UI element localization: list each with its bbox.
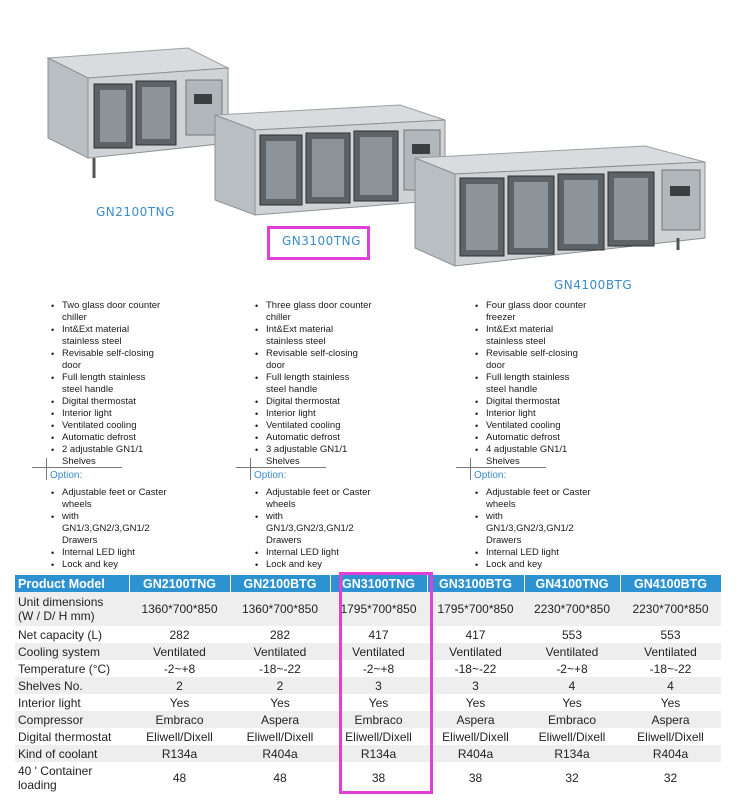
- row-label: Cooling system: [15, 643, 129, 660]
- table-cell: 553: [620, 626, 721, 643]
- option-item: • Adjustable feet or Caster wheels: [266, 487, 372, 511]
- table-cell: 2230*700*850: [524, 592, 620, 626]
- table-cell: -2~+8: [129, 660, 230, 677]
- table-cell: Eliwell/Dixell: [129, 728, 230, 745]
- feature-item: • 2 adjustable GN1/1 Shelves: [62, 444, 168, 468]
- option-item: • Adjustable feet or Caster wheels: [62, 487, 168, 511]
- table-cell: Yes: [524, 694, 620, 711]
- table-cell: 38: [330, 762, 427, 793]
- option-heading: Option:: [254, 470, 287, 481]
- table-cell: 38: [427, 762, 524, 793]
- table-cell: 417: [330, 626, 427, 643]
- header-cell: GN3100BTG: [427, 575, 524, 592]
- row-label: Temperature (°C): [15, 660, 129, 677]
- table-cell: 1360*700*850: [129, 592, 230, 626]
- option-list-gn2100tng: [48, 487, 168, 571]
- feature-item: • Full length stainless steel handle: [266, 372, 372, 396]
- table-cell: Eliwell/Dixell: [620, 728, 721, 745]
- table-cell: 32: [620, 762, 721, 793]
- option-item: • Internal LED light: [266, 547, 372, 559]
- feature-item: • Revisable self-closing door: [62, 348, 168, 372]
- feature-list-gn2100tng: [48, 300, 168, 468]
- table-cell: Yes: [129, 694, 230, 711]
- table-cell: 1795*700*850: [427, 592, 524, 626]
- table-cell: Aspera: [230, 711, 330, 728]
- feature-item: • Int&Ext material stainless steel: [62, 324, 168, 348]
- table-cell: 1795*700*850: [330, 592, 427, 626]
- option-divider: [46, 458, 47, 480]
- feature-item: • Ventilated cooling: [62, 420, 168, 432]
- option-list-gn3100tng: [252, 487, 372, 571]
- table-cell: Eliwell/Dixell: [230, 728, 330, 745]
- table-cell: -18~-22: [427, 660, 524, 677]
- row-label: Digital thermostat: [15, 728, 129, 745]
- feature-item: • Automatic defrost: [266, 432, 372, 444]
- feature-item: • Digital thermostat: [486, 396, 592, 408]
- table-cell: Embraco: [330, 711, 427, 728]
- table-cell: Ventilated: [524, 643, 620, 660]
- row-label: Compressor: [15, 711, 129, 728]
- row-label: Unit dimensions (W / D/ H mm): [15, 592, 129, 626]
- table-cell: 2230*700*850: [620, 592, 721, 626]
- feature-item: • 4 adjustable GN1/1 Shelves: [486, 444, 592, 468]
- table-cell: R134a: [330, 745, 427, 762]
- feature-item: • Revisable self-closing door: [486, 348, 592, 372]
- table-cell: Yes: [230, 694, 330, 711]
- row-label: Net capacity (L): [15, 626, 129, 643]
- table-cell: -2~+8: [330, 660, 427, 677]
- table-cell: 2: [230, 677, 330, 694]
- feature-item: • Int&Ext material stainless steel: [266, 324, 372, 348]
- header-cell: GN4100TNG: [524, 575, 620, 592]
- header-cell: Product Model: [15, 575, 129, 592]
- table-cell: 2: [129, 677, 230, 694]
- feature-item: • 3 adjustable GN1/1 Shelves: [266, 444, 372, 468]
- feature-item: • Interior light: [62, 408, 168, 420]
- row-label: 40 ' Container loading: [15, 762, 129, 793]
- feature-item: • Ventilated cooling: [266, 420, 372, 432]
- table-cell: 1360*700*850: [230, 592, 330, 626]
- table-cell: R134a: [524, 745, 620, 762]
- table-cell: Yes: [427, 694, 524, 711]
- feature-item: • Digital thermostat: [62, 396, 168, 408]
- table-cell: Ventilated: [230, 643, 330, 660]
- table-cell: 3: [330, 677, 427, 694]
- row-label: Kind of coolant: [15, 745, 129, 762]
- option-item: • Adjustable feet or Caster wheels: [486, 487, 592, 511]
- table-cell: Aspera: [620, 711, 721, 728]
- table-cell: R134a: [129, 745, 230, 762]
- option-item: • Internal LED light: [62, 547, 168, 559]
- table-cell: Yes: [330, 694, 427, 711]
- feature-item: • Three glass door counter chiller: [266, 300, 372, 324]
- table-cell: Eliwell/Dixell: [427, 728, 524, 745]
- table-cell: 4: [620, 677, 721, 694]
- table-cell: Ventilated: [330, 643, 427, 660]
- option-heading: Option:: [474, 470, 507, 481]
- option-list-gn4100btg: [472, 487, 592, 571]
- table-cell: Ventilated: [620, 643, 721, 660]
- feature-item: • Interior light: [266, 408, 372, 420]
- table-cell: 282: [129, 626, 230, 643]
- table-cell: R404a: [620, 745, 721, 762]
- table-cell: 553: [524, 626, 620, 643]
- feature-item: • Interior light: [486, 408, 592, 420]
- feature-item: • Int&Ext material stainless steel: [486, 324, 592, 348]
- table-cell: Aspera: [427, 711, 524, 728]
- feature-item: • Full length stainless steel handle: [62, 372, 168, 396]
- table-cell: 3: [427, 677, 524, 694]
- table-cell: 48: [230, 762, 330, 793]
- table-cell: Embraco: [129, 711, 230, 728]
- feature-item: • Ventilated cooling: [486, 420, 592, 432]
- table-cell: 282: [230, 626, 330, 643]
- fridge-image-gn2100tng: [38, 38, 238, 188]
- model-label-gn2100tng: GN2100TNG: [96, 205, 175, 219]
- feature-item: • Four glass door counter freezer: [486, 300, 592, 324]
- option-item: • Internal LED light: [486, 547, 592, 559]
- feature-item: • Revisable self-closing door: [266, 348, 372, 372]
- feature-item: • Full length stainless steel handle: [486, 372, 592, 396]
- fridge-image-gn4100btg: [410, 138, 710, 278]
- feature-item: • Digital thermostat: [266, 396, 372, 408]
- table-cell: R404a: [427, 745, 524, 762]
- table-cell: -18~-22: [230, 660, 330, 677]
- table-cell: Ventilated: [427, 643, 524, 660]
- option-heading: Option:: [50, 470, 83, 481]
- table-cell: Eliwell/Dixell: [330, 728, 427, 745]
- row-label: Interior light: [15, 694, 129, 711]
- table-cell: R404a: [230, 745, 330, 762]
- table-cell: -2~+8: [524, 660, 620, 677]
- header-cell: GN2100BTG: [230, 575, 330, 592]
- option-item: • Lock and key: [62, 559, 168, 571]
- option-item: • with GN1/3,GN2/3,GN1/2 Drawers: [62, 511, 168, 547]
- option-item: • with GN1/3,GN2/3,GN1/2 Drawers: [266, 511, 372, 547]
- header-cell: GN3100TNG: [330, 575, 427, 592]
- table-cell: 4: [524, 677, 620, 694]
- feature-list-gn3100tng: [252, 300, 372, 468]
- table-cell: -18~-22: [620, 660, 721, 677]
- feature-item: • Automatic defrost: [486, 432, 592, 444]
- option-divider: [470, 458, 471, 480]
- option-item: • Lock and key: [486, 559, 592, 571]
- model-label-gn3100tng: GN3100TNG: [282, 234, 361, 248]
- option-item: • Lock and key: [266, 559, 372, 571]
- table-cell: Embraco: [524, 711, 620, 728]
- header-cell: GN2100TNG: [129, 575, 230, 592]
- option-item: • with GN1/3,GN2/3,GN1/2 Drawers: [486, 511, 592, 547]
- table-cell: Yes: [620, 694, 721, 711]
- highlight-box-gn3100tng-column: [339, 572, 433, 794]
- model-label-gn4100btg: GN4100BTG: [554, 278, 633, 292]
- table-cell: Eliwell/Dixell: [524, 728, 620, 745]
- row-label: Shelves No.: [15, 677, 129, 694]
- header-cell: GN4100BTG: [620, 575, 721, 592]
- feature-item: • Two glass door counter chiller: [62, 300, 168, 324]
- option-divider: [250, 458, 251, 480]
- table-cell: 417: [427, 626, 524, 643]
- feature-list-gn4100btg: [472, 300, 592, 468]
- table-cell: 48: [129, 762, 230, 793]
- table-cell: 32: [524, 762, 620, 793]
- table-cell: Ventilated: [129, 643, 230, 660]
- feature-item: • Automatic defrost: [62, 432, 168, 444]
